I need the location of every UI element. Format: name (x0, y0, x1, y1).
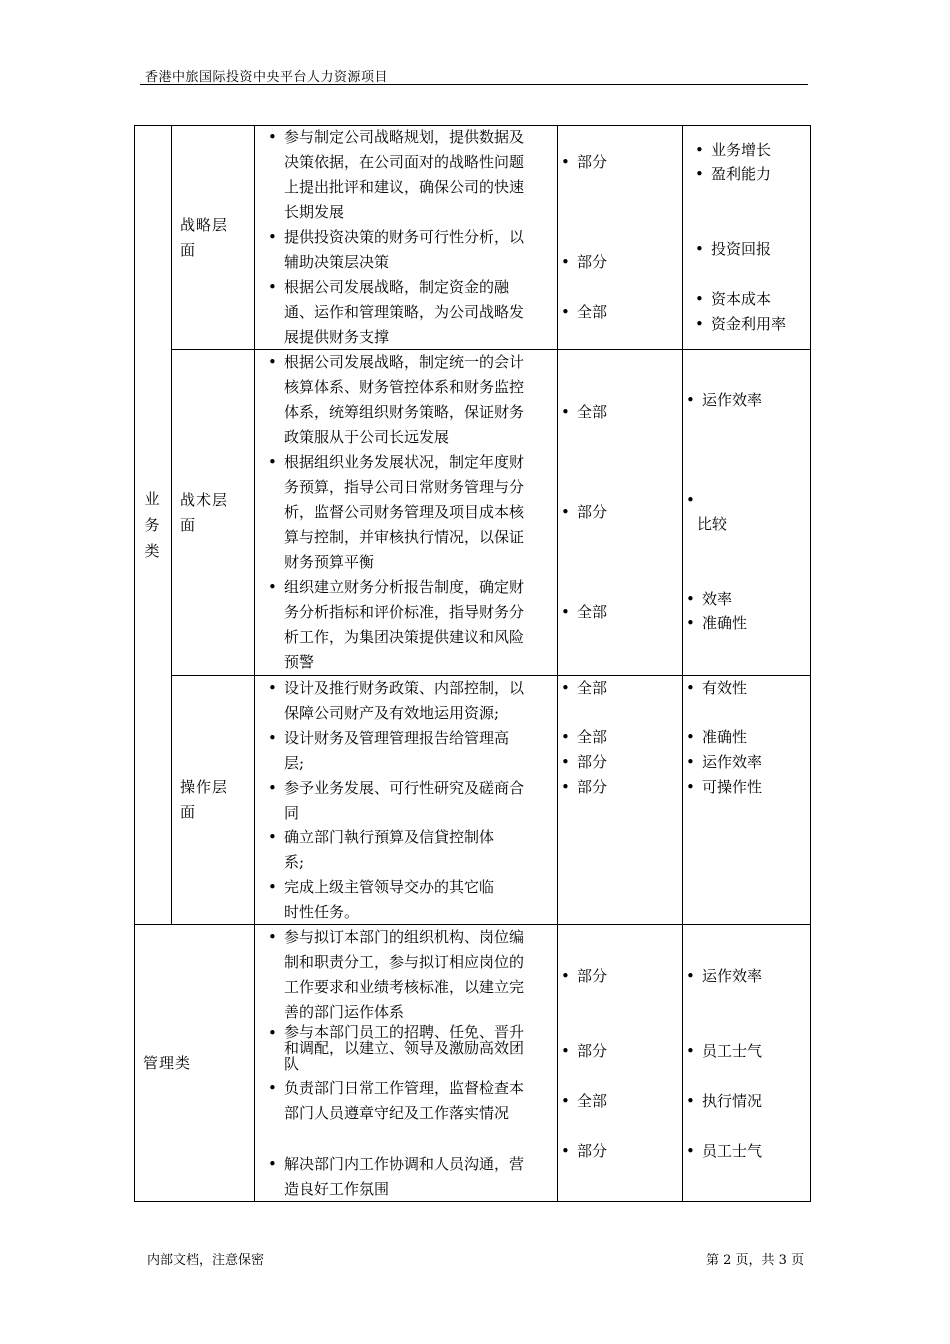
scope-item: • 全部 (561, 728, 608, 746)
duty-item: • 根据公司发展战略，制定统一的会计核算体系、财务管控体系和财务监控体系，统筹组织财务策略，保证财务政策服从于公司长远发展 (256, 350, 524, 450)
scope-item: • 部分 (561, 253, 608, 271)
bullet-icon: • (268, 729, 277, 747)
scope-item: • 全部 (561, 303, 608, 321)
scope-item: • 部分 (561, 778, 608, 796)
scope-item: • 全部 (561, 679, 608, 697)
category-business: 业务类 (144, 490, 160, 560)
kpi-item: • 员工士气 (686, 1042, 763, 1060)
table-border-right (810, 125, 811, 1202)
kpi-item: • 投资回报 (695, 240, 772, 258)
bullet-icon: • (268, 353, 277, 371)
category-management: 管理类 (143, 1054, 192, 1072)
scope-item: • 全部 (561, 1092, 608, 1110)
table-col-divider (254, 125, 255, 1202)
kpi-item: • 有效性 (686, 679, 748, 697)
duty-item: • 负责部门日常工作管理，监督检查本部门人员遵章守纪及工作落实情况 (256, 1076, 524, 1126)
scope-item: • 部分 (561, 153, 608, 171)
kpi-item: • 运作效率 (686, 967, 763, 985)
kpi-item: • 执行情况 (686, 1092, 763, 1110)
bullet-icon: • (268, 278, 277, 296)
bullet-icon: • (268, 453, 277, 471)
duty-item: • 参与本部门员工的招聘、任免、晋升和调配，以建立、领导及激励高效团队 (268, 1023, 525, 1073)
bullet-icon: • (268, 779, 277, 797)
kpi-item: • 资本成本 (695, 290, 772, 308)
duty-item: • 根据公司发展战略，制定资金的融通、运作和管理策略，为公司战略发展提供财务支撑 (256, 275, 524, 350)
duty-item: • 组织建立财务分析报告制度，确定财务分析指标和评价标准，指导财务分析工作，为集团决策提供建议和风险预警 (256, 575, 524, 675)
duty-item: • 参与制定公司战略规划，提供数据及决策依据，在公司面对的战略性问题上提出批评和建议，确保公司的快速长期发展 (256, 125, 524, 225)
bullet-icon: • (268, 828, 277, 846)
duty-item: • 参与拟订本部门的组织机构、岗位编制和职责分工，参与拟订相应岗位的工作要求和业绩考核标准，以建立完善的部门运作体系 (256, 925, 524, 1025)
kpi-item: • 可操作性 (686, 778, 763, 796)
bullet-icon: • (268, 228, 277, 246)
footer-confidential: 内部文档，注意保密 (147, 1253, 265, 1268)
level-tactical: 战术层面 (180, 491, 229, 534)
bullet-icon: • (268, 878, 277, 896)
duty-item: • 参予业务发展、可行性研究及磋商合同 (256, 776, 524, 826)
scope-item: • 部分 (561, 967, 608, 985)
scope-item: • 部分 (561, 503, 608, 521)
duty-item: • 解决部门内工作协调和人员沟通，营造良好工作氛围 (256, 1152, 524, 1202)
bullet-icon: • (268, 578, 277, 596)
duty-item: • 完成上级主管领导交办的其它临时性任务。 (256, 875, 524, 925)
kpi-item: • 业务增长 (695, 141, 772, 159)
scope-item: • 全部 (561, 403, 608, 421)
bullet-icon: • (268, 1155, 277, 1173)
duty-item: • 提供投资决策的财务可行性分析，以辅助决策层决策 (256, 225, 524, 275)
kpi-item: • 准确性 (686, 728, 748, 746)
bullet-icon: • (268, 679, 277, 697)
duty-item: • 根据组织业务发展状况，制定年度财务预算，指导公司日常财务管理与分析，监督公司财务管理及项目成本核算与控制，并审核执行情况，以保证财务预算平衡 (256, 450, 524, 575)
duty-item: • 设计财务及管理管理报告给管理高层; (256, 726, 524, 776)
kpi-item-text: 比较 (697, 515, 728, 533)
duty-item: • 设计及推行财务政策、内部控制，以保障公司财产及有效地运用资源; (256, 676, 524, 726)
table-border-left (134, 125, 135, 1202)
footer-page-number: 第 2 页，共 3 页 (706, 1253, 805, 1268)
scope-item: • 全部 (561, 603, 608, 621)
kpi-item: • 运作效率 (686, 391, 763, 409)
header-rule (140, 84, 808, 85)
kpi-item: • 效率 (686, 590, 733, 608)
kpi-item: • 资金利用率 (695, 315, 787, 333)
table-col-divider (171, 125, 172, 925)
scope-item: • 部分 (561, 753, 608, 771)
header-title: 香港中旅国际投资中央平台人力资源项目 (145, 70, 389, 85)
kpi-item: • 员工士气 (686, 1142, 763, 1160)
bullet-icon: • (268, 128, 277, 146)
kpi-item: • 准确性 (686, 614, 748, 632)
scope-item: • 部分 (561, 1142, 608, 1160)
kpi-item: • 运作效率 (686, 753, 763, 771)
bullet-icon: • (268, 928, 277, 946)
level-strategic: 战略层面 (180, 216, 229, 259)
duty-item: • 确立部门執行預算及信貸控制体系; (256, 825, 524, 875)
bullet-icon: • (268, 1079, 277, 1097)
scope-item: • 部分 (561, 1042, 608, 1060)
bullet-icon: • (268, 1024, 277, 1042)
level-operational: 操作层面 (180, 778, 229, 821)
kpi-item: • 盈利能力 (695, 165, 772, 183)
